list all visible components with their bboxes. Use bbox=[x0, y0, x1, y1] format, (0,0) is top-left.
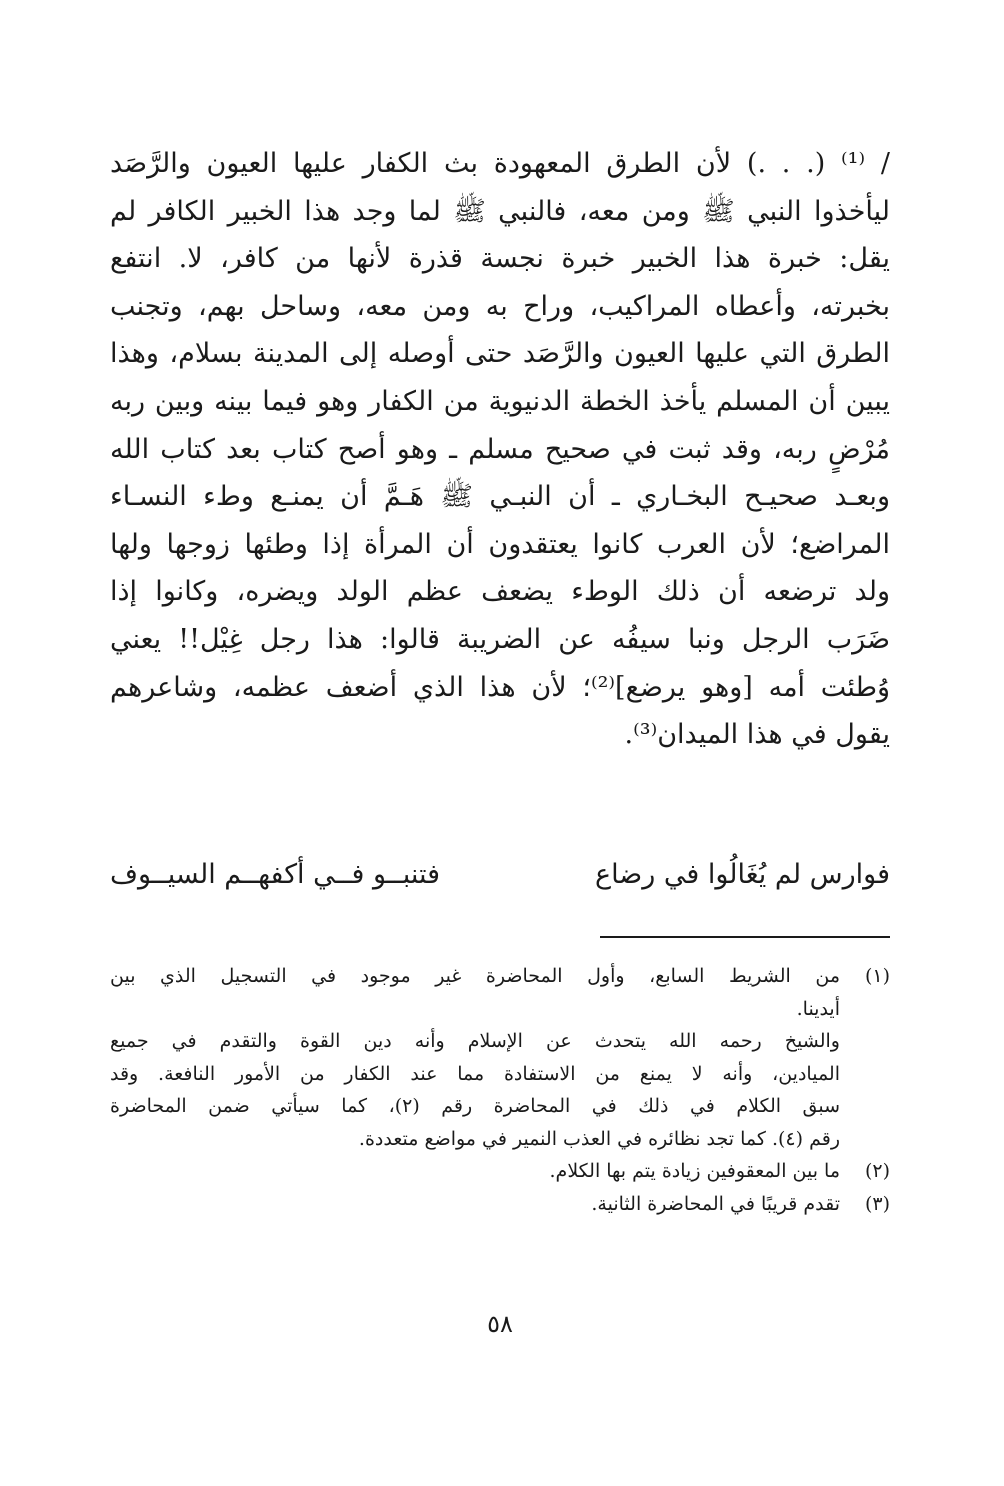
footnote-line: من الشريط السابع، وأول المحاضرة غير موجود في التسجيل الذي بين bbox=[110, 965, 840, 987]
text-line: يقل: خبرة هذا الخبير خبرة نجسة قذرة لأنها من كافر، لا. انتفع bbox=[110, 243, 890, 275]
footnote-number: (٣) bbox=[864, 1192, 890, 1215]
text-line: ضَرَب الرجل ونبا سيفُه عن الضريبة قالوا: هذا رجل غِيْل!! يعني bbox=[110, 623, 890, 655]
footnote-line: سبق الكلام في ذلك في المحاضرة رقم (٢)، كما سيأتي ضمن المحاضرة bbox=[110, 1095, 840, 1117]
footnote-line: الميادين، وأنه لا يمنع من الاستفادة مما عند الكفار من الأمور النافعة. وقد bbox=[110, 1062, 840, 1085]
text-line: وبعـد صحيـح البخـاري ـ أن النبـي ﷺ هَـمَّ أن يمنـع وطء النسـاء bbox=[110, 481, 890, 513]
text-line: المراضع؛ لأن العرب كانوا يعتقدون أن المرأة إذا وطئها زوجها ولها bbox=[110, 528, 890, 560]
footnote-separator bbox=[600, 936, 890, 938]
text-line: ليأخذوا النبي ﷺ ومن معه، فالنبي ﷺ لما وجد هذا الخبير الكافر لم bbox=[110, 195, 890, 227]
text-line: وُطئت أمه [وهو يرضع]⁽²⁾؛ لأن هذا الذي أضعف عظمه، وشاعرهم bbox=[110, 671, 890, 703]
poetry-verse bbox=[110, 850, 890, 900]
footnote-number: (٢) bbox=[864, 1160, 890, 1182]
text-line: يقول في هذا الميدان⁽³⁾. bbox=[624, 719, 890, 751]
footnote-2 bbox=[110, 1155, 890, 1188]
footnote-line: رقم (٤). كما تجد نظائره في العذب النمير في مواضع متعددة. bbox=[358, 1127, 840, 1150]
text-line: ولد ترضعه أن ذلك الوطء يضعف عظم الولد ويضره، وكانوا إذا bbox=[110, 576, 890, 608]
footnote-line: ما بين المعقوفين زيادة يتم بها الكلام. bbox=[549, 1160, 840, 1182]
footnotes bbox=[110, 960, 890, 1220]
book-page bbox=[110, 140, 890, 1460]
text-line: يبين أن المسلم يأخذ الخطة الدنيوية من الكفار وهو فيما بينه وبين ربه bbox=[110, 385, 890, 417]
footnote-number: (١) bbox=[864, 965, 890, 987]
text-line: / ⁽¹⁾ (. . .) لأن الطرق المعهودة بث الكفار عليها العيون والرَّصَد bbox=[110, 148, 890, 179]
footnote-3 bbox=[110, 1188, 890, 1221]
footnote-line: تقدم قريبًا في المحاضرة الثانية. bbox=[591, 1192, 840, 1215]
main-text bbox=[110, 140, 890, 759]
footnote-line: والشيخ رحمه الله يتحدث عن الإسلام وأنه دين القوة والتقدم في جميع bbox=[110, 1030, 840, 1052]
footnote-1 bbox=[110, 960, 890, 1025]
footnote-line: أيدينا. bbox=[796, 997, 840, 1020]
verse-second-hemistich: فتنبــو فــي أكفهــم السيــوف bbox=[110, 859, 441, 890]
page-number: ٥٨ bbox=[487, 1310, 513, 1338]
text-line: بخبرته، وأعطاه المراكيب، وراح به ومن معه، وساحل بهم، وتجنب bbox=[110, 290, 890, 322]
text-line: مُرْضٍ ربه، وقد ثبت في صحيح مسلم ـ وهو أصح كتاب بعد كتاب الله bbox=[110, 433, 890, 465]
verse-first-hemistich: فوارس لم يُغَالُوا في رضاع bbox=[594, 859, 890, 890]
footnote-1-continued bbox=[110, 1025, 890, 1155]
text-line: الطرق التي عليها العيون والرَّصَد حتى أوصله إلى المدينة بسلام، وهذا bbox=[110, 338, 890, 370]
